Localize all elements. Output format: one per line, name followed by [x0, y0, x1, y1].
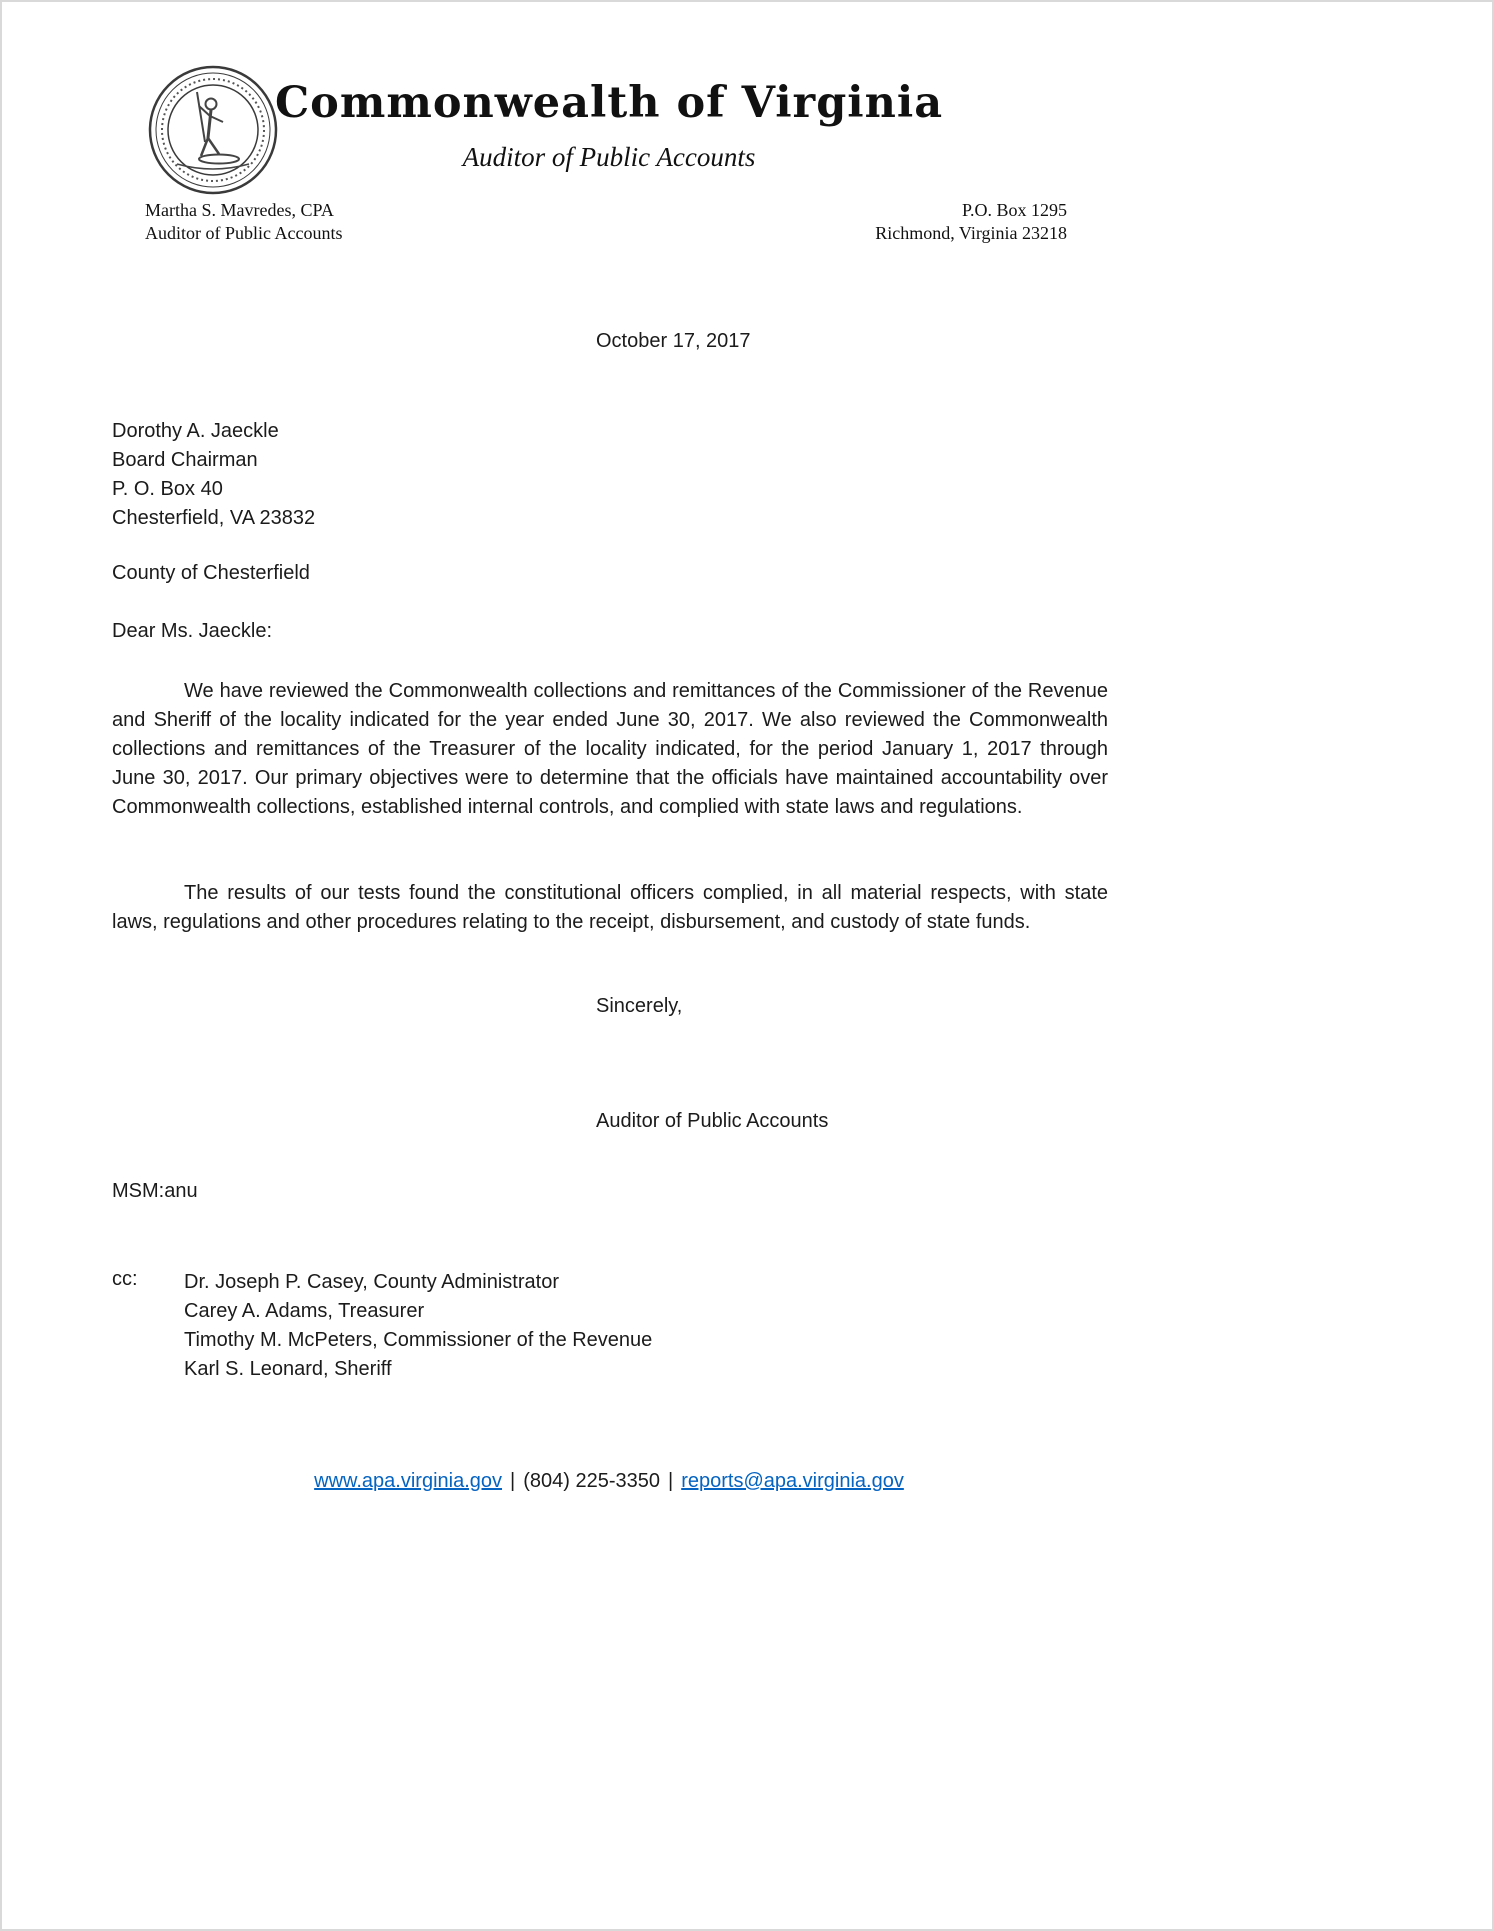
website-link[interactable]: www.apa.virginia.gov: [314, 1470, 503, 1492]
body-paragraph-1: We have reviewed the Commonwealth collections and remittances of the Commissioner of the Revenue and Sheriff of the locality indicated for the year ended June 30, 2017. We also reviewed the Commonwealth collections and remittances of the Treasurer of the locality indicated, for the period January 1, 2017 through June 30, 2017. Our primary objectives were to determine that the officials have maintained accountability over Commonwealth collections, established internal controls, and complied with state laws and regulations.: [112, 680, 1108, 818]
po-address-block: [875, 199, 1067, 245]
signature-title: Auditor of Public Accounts: [596, 1110, 829, 1132]
footer-separator: |: [510, 1470, 516, 1492]
cc-item: Timothy M. McPeters, Commissioner of the Revenue: [184, 1329, 653, 1351]
recipient-role: Board Chairman: [112, 449, 258, 471]
recipient-city: Chesterfield, VA 23832: [112, 507, 316, 529]
salutation: Dear Ms. Jaeckle:: [112, 620, 273, 642]
cc-item: Carey A. Adams, Treasurer: [184, 1300, 425, 1322]
page-title: Commonwealth of Virginia: [274, 78, 944, 128]
footer-contact: [112, 1470, 1106, 1493]
locality-line: County of Chesterfield: [112, 562, 310, 584]
official-title: Auditor of Public Accounts: [145, 223, 343, 243]
cc-item: Karl S. Leonard, Sheriff: [184, 1358, 392, 1380]
footer-separator: |: [668, 1470, 674, 1492]
po-box: P.O. Box 1295: [961, 200, 1067, 220]
page-subtitle: Auditor of Public Accounts: [462, 142, 756, 172]
recipient-po-box: P. O. Box 40: [112, 478, 223, 500]
letter-date: October 17, 2017: [596, 330, 751, 352]
cc-block: [112, 1268, 652, 1384]
cc-list: [184, 1268, 652, 1384]
closing-line: Sincerely,: [596, 995, 683, 1017]
body-paragraph-2: The results of our tests found the constitutional officers complied, in all material respects, with state laws, regulations and other procedures relating to the receipt, disbursement, and custody of state funds.: [112, 882, 1108, 933]
cc-label: cc:: [112, 1268, 138, 1290]
recipient-address: [112, 417, 315, 533]
recipient-name: Dorothy A. Jaeckle: [112, 420, 279, 442]
reference-initials: MSM:anu: [112, 1180, 198, 1202]
official-name: Martha S. Mavredes, CPA: [145, 200, 334, 220]
masthead: [112, 78, 1106, 173]
phone-number: (804) 225-3350: [523, 1470, 660, 1492]
po-city: Richmond, Virginia 23218: [875, 223, 1067, 243]
email-link[interactable]: reports@apa.virginia.gov: [681, 1470, 904, 1492]
official-block: [145, 199, 342, 245]
cc-item: Dr. Joseph P. Casey, County Administrator: [184, 1271, 559, 1293]
